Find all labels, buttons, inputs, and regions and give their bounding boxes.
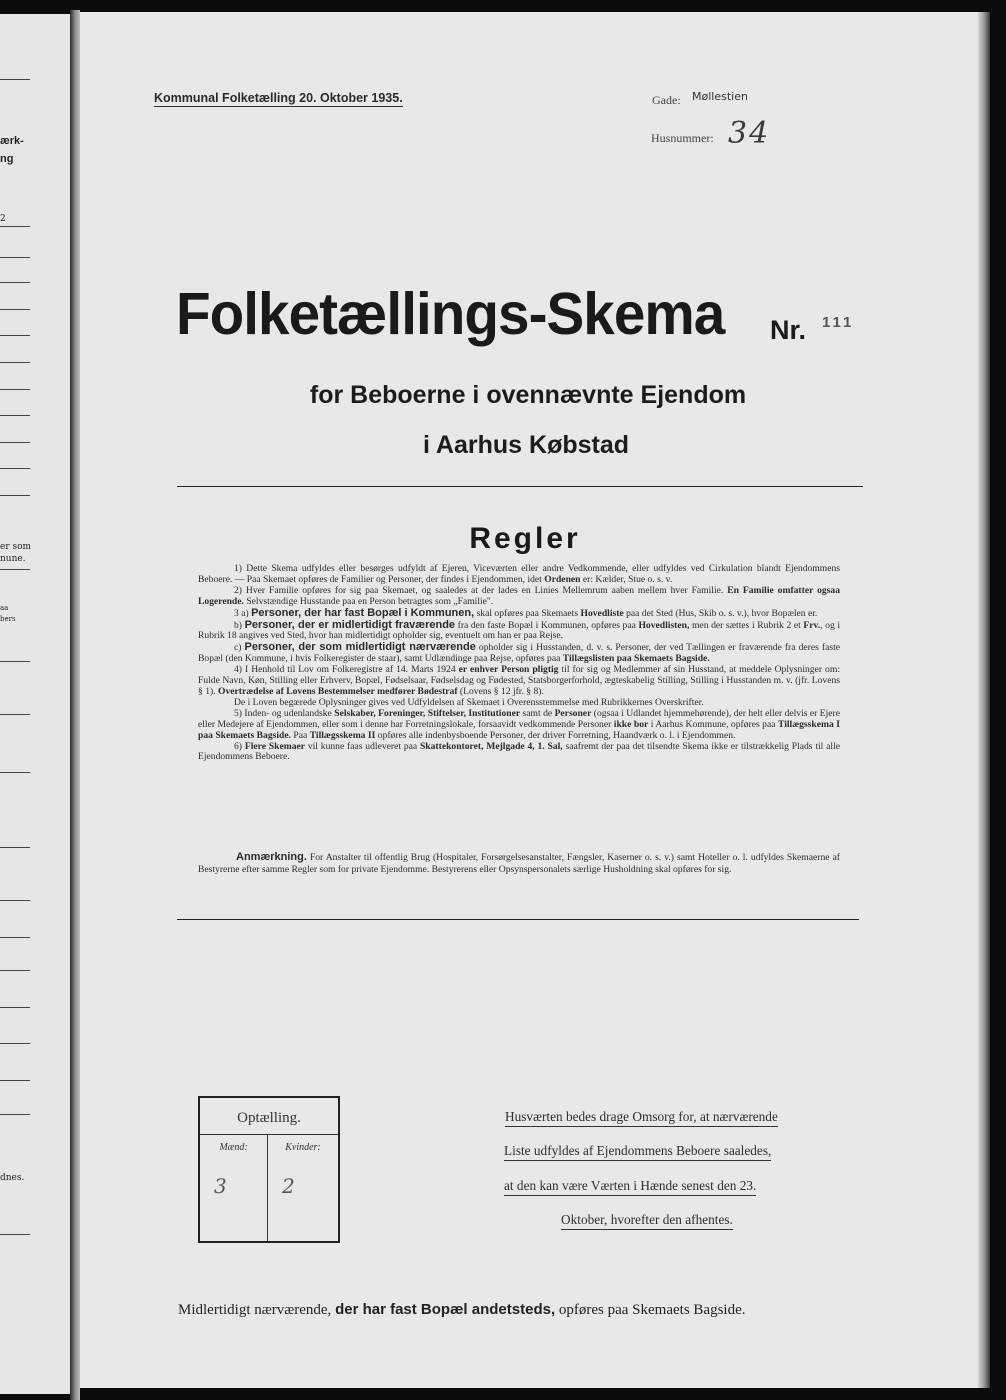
ruled-line — [0, 362, 30, 363]
street-value: Møllestien — [692, 90, 748, 103]
form-subtitle-city: i Aarhus Købstad — [422, 431, 630, 459]
ruled-line — [0, 900, 30, 901]
remark-text: For Anstalter til offentlig Brug (Hospitaler, Forsørgelsesanstalter, Fængsler, Kaserner o. s. v.) samt Hoteller o. l. udfyldes Skemaerne af Bestyrerne efter samme Regler som for private Ejendomme. Bestyrerens eller Opsynspersonalets særlige Husholdning skal opføres for sig. — [198, 852, 840, 875]
rule-4b: De i Loven begærede Oplysninger gives ved Udfyldelsen af Skemaet i Overensstemmelse med Rubrikkernes Overskrifter. — [234, 696, 704, 708]
women-count: 2 — [282, 1174, 295, 1198]
ruled-line — [0, 79, 30, 80]
census-heading: Kommunal Folketælling 20. Oktober 1935. — [154, 91, 403, 105]
page-fragment: aa — [0, 604, 9, 612]
rule-3c: c) Personer, der som midlertidigt nærværende opholder sig i Husstanden, d. v. s. Personer, der ved Tællingen er fraværende fra deres faste Bopæl (den Kommune, i hvis Folkeregister de staar), samt Udlændinge paa Rejse, opføres paa Tillægslisten paa Skemaets Bagside. — [198, 641, 840, 665]
form-title: Folketællings-Skema — [176, 281, 725, 347]
form-number-label: Nr. — [770, 315, 807, 345]
women-label: Kvinder: — [285, 1142, 321, 1153]
page-fragment: ng — [0, 153, 14, 165]
count-table — [198, 1096, 340, 1243]
ruled-line — [0, 282, 30, 283]
census-form-page — [80, 12, 980, 1388]
divider — [177, 486, 863, 487]
remark-paragraph — [198, 852, 840, 875]
rules-text — [198, 564, 840, 763]
page-fragment: er som — [0, 542, 32, 552]
divider — [177, 919, 859, 920]
ruled-line — [0, 847, 30, 848]
form-subtitle: for Beboerne i ovennævnte Ejendom — [309, 381, 747, 409]
page-fragment: 2 — [0, 214, 6, 224]
ruled-line — [0, 309, 30, 310]
ruled-line — [0, 970, 30, 971]
rule-3b: b) Personer, der er midlertidigt fraværende fra den faste Bopæl i Kommunen, opføres paa Hovedlisten, men der sættes i Rubrik 2 et Frv., og i Rubrik 18 angives ved Sted, hvor han midlertidigt opholder sig, eventuelt om han er paa Rejse. — [198, 618, 840, 642]
ruled-line — [0, 1080, 30, 1081]
rule-5: 5) Inden- og udenlandske Selskaber, Foreninger, Stiftelser, Institutioner samt de Personer (ogsaa i Udlandet hjemmehørende), der helt eller delvis er Ejere eller Medejere af Ejendommen, eller som i denne har Forretningslokale, forsaavidt vedkommende Personer ikke bor i Aarhus Kommune, opføres paa Tillægsskema I paa Skemaets Bagside. Paa Tillægsskema II opføres alle indenbysboende Personer, der driver Forretning, Haandværk o. l. i Ejendommen. — [198, 707, 841, 741]
ruled-line — [0, 1007, 30, 1008]
house-number-value: 34 — [728, 116, 771, 151]
ruled-line — [0, 335, 30, 336]
page-fragment: dnes. — [0, 1173, 25, 1183]
notice-line: Husværten bedes drage Omsorg for, at nærværende — [505, 1109, 778, 1127]
ruled-line — [0, 772, 30, 773]
notice-line: Oktober, hvorefter den afhentes. — [561, 1212, 733, 1230]
ruled-line — [0, 661, 30, 662]
men-count: 3 — [214, 1174, 227, 1198]
house-number-label: Husnummer: — [651, 131, 714, 145]
rule-2: 2) Hver Familie opføres for sig paa Skemaet, og saaledes at der lades en Linies Mellemrum aaben mellem hver Familie. En Familie omfatter ogsaa Logerende. Selvstændige Husstande paa en Person betragtes som „Familie". — [198, 584, 840, 607]
remark-label: Anmærkning. — [236, 851, 307, 863]
footer-note: Midlertidigt nærværende, der har fast Bopæl andetsteds, opføres paa Skemaets Bagside. — [178, 1301, 746, 1318]
ruled-line — [0, 415, 30, 416]
count-table-title: Optælling. — [200, 1098, 338, 1135]
ruled-line — [0, 714, 30, 715]
adjacent-page — [0, 14, 70, 1394]
rule-4: 4) I Henhold til Lov om Folkeregistre af 14. Marts 1924 er enhver Person pligtig til for sig og Medlemmer af sin Husstand, at meddele Oplysninger om: Fulde Navn, Køn, Stilling eller Erhverv, Bopæl, Fødselsaar, Fødselsdag og Fødested, Statsborgerforhold, ægteskabelig Stilling, Stilling i Husstanden m. v. (jfr. Lovens § 1). Overtrædelse af Lovens Bestemmelser medfører Bødestraf (Lovens § 12 jfr. § 8). — [198, 664, 840, 697]
book-gutter — [70, 10, 80, 1400]
street-label: Gade: — [652, 93, 681, 107]
notice-line: Liste udfyldes af Ejendommens Beboere saaledes, — [504, 1143, 771, 1161]
ruled-line — [0, 257, 30, 258]
men-label: Mænd: — [219, 1142, 248, 1153]
rule-3a: 3 a) Personer, der har fast Bopæl i Kommunen, skal opføres paa Skemaets Hovedliste paa det Sted (Hus, Skib o. s. v.), hvor Bopælen er. — [234, 606, 818, 619]
ruled-line — [0, 1114, 30, 1115]
page-fragment: ærk- — [0, 135, 24, 147]
rule-1: 1) Dette Skema udfyldes eller besørges udfyldt af Ejeren, Viceværten eller andre Vedkommende, eller udfyldes ved Cirkulation blandt Ejendommens Beboere. — Paa Skemaet opføres de Familier og Personer, der findes i Ejendommen, idet Ordenen er: Kælder, Stue o. s. v. — [198, 563, 840, 585]
rule-6: 6) Flere Skemaer vil kunne faas udleveret paa Skattekontoret, Mejlgade 4, 1. Sal, saafremt der paa det tilsendte Skema ikke er tilstrækkelig Plads til alle Ejendommens Beboere. — [198, 740, 841, 763]
ruled-line — [0, 468, 30, 469]
page-edge — [978, 12, 990, 1388]
ruled-line — [0, 226, 30, 227]
ruled-line — [0, 442, 30, 443]
ruled-line — [0, 389, 30, 390]
ruled-line — [0, 937, 30, 938]
ruled-line — [0, 1234, 30, 1235]
ruled-line — [0, 495, 30, 496]
notice-line: at den kan være Værten i Hænde senest den 23. — [504, 1178, 756, 1196]
rules-heading: Regler — [469, 522, 581, 555]
page-fragment: nune. — [0, 554, 26, 564]
page-fragment: bers — [0, 615, 16, 623]
ruled-line — [0, 1043, 30, 1044]
form-number-value: 111 — [822, 314, 855, 331]
ruled-line — [0, 569, 30, 570]
